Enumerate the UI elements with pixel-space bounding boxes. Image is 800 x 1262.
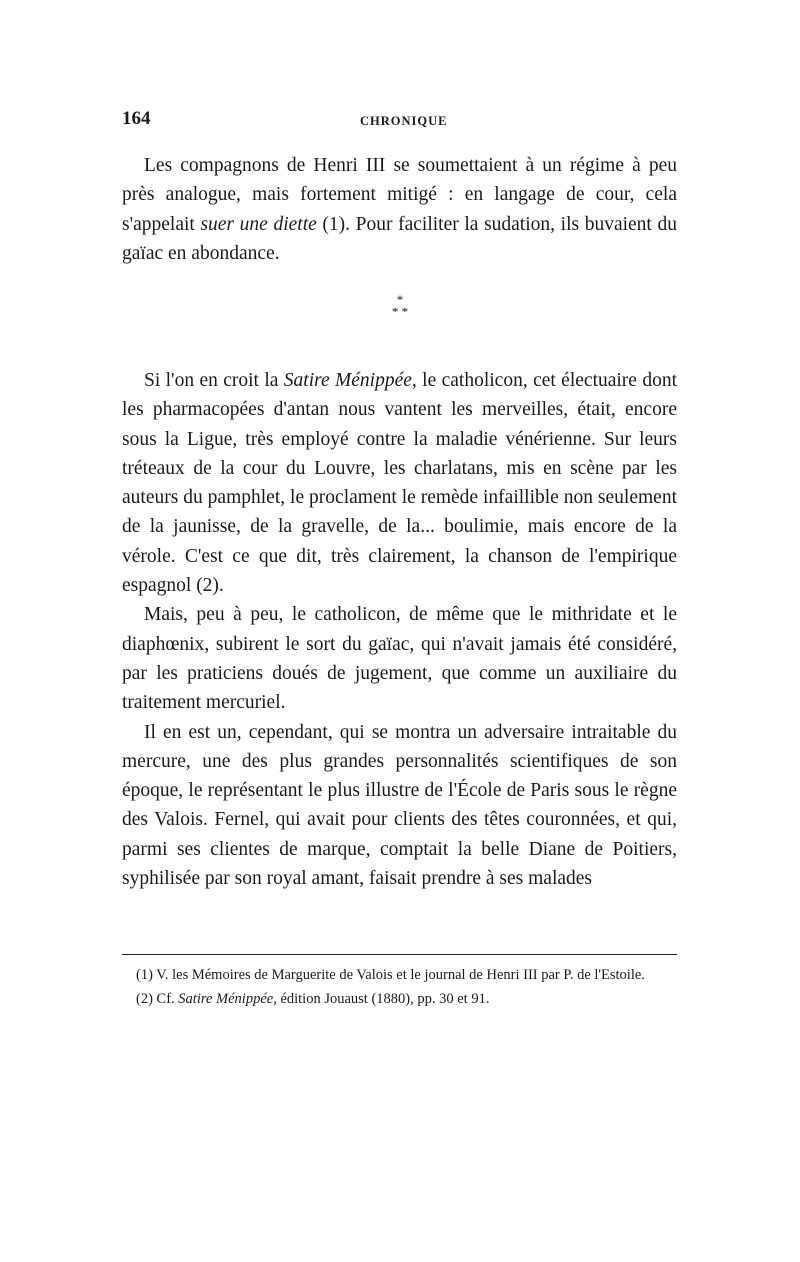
- footnote-2-text-b: , édition Jouaust (1880), pp. 30 et 91.: [273, 990, 490, 1007]
- footnote-divider: [122, 954, 677, 955]
- running-head: CHRONIQUE: [360, 114, 448, 128]
- paragraph-4: Il en est un, cependant, qui se montra un adversaire intraitable du mercure, une des plus grandes personnalités scientifiques de son époque, le représentant le plus illustre de l'École de Paris sous le règne des Valois. Fernel, qui avait pour clients des têtes couronnées, et qui, parmi ses clientes de marque, comptait la belle Diane de Poitiers, syphilisée par son royal amant, faisait prendre à ses malades: [122, 721, 677, 890]
- footnote-2-text-a: (2) Cf.: [136, 990, 179, 1007]
- body-section-1: [122, 151, 677, 268]
- paragraph-2: [122, 366, 677, 600]
- paragraph-1: [122, 151, 677, 268]
- page-number: 164: [122, 108, 151, 129]
- asterism-divider: [380, 294, 420, 334]
- footnote-1: (1) V. les Mémoires de Marguerite de Valois et le journal de Henri III par P. de l'Estoile.: [136, 967, 645, 983]
- asterism-bottom: * *: [391, 304, 409, 319]
- paragraph-3: Mais, peu à peu, le catholicon, de même que le mithridate et le diaphœnix, subirent le sort du gaïac, qui n'avait jamais été considéré, par les praticiens doués de jugement, que comme un auxiliaire du traitement mercuriel.: [122, 604, 677, 714]
- body-section-2: [122, 366, 677, 893]
- paragraph-2-italic: Satire Ménippée: [283, 370, 412, 391]
- footnote-2: [136, 990, 677, 1010]
- footnote-2-italic: Satire Ménippée: [178, 990, 274, 1007]
- paragraph-1-italic: suer une diette: [200, 213, 317, 235]
- page-header: [122, 108, 678, 138]
- paragraph-2-text-a: Si l'on en croit la: [144, 370, 284, 391]
- paragraph-2-text-b: , le catholicon, cet électuaire dont les pharmacopées d'antan nous vantent les merveilles, était, encore sous la Ligue, très employé contre la maladie vénérienne. Sur leurs tréteaux de la cour du Louvre, les charlatans, mis en scène par les auteurs du pamphlet, le proclament le remède infaillible non seulement de la jaunisse, de la gravelle, de la... boulimie, mais encore de la vérole. C'est ce que dit, très clairement, la chanson de l'empirique espagnol (2).: [122, 370, 677, 597]
- asterism-top: *: [396, 292, 404, 307]
- paragraph-1-text-a: Les compagnons de Henri III se soumettaient à un régime à peu près analogue, mais fortement mitigé : en langage de cour, cela s'appelait: [122, 155, 677, 235]
- footnotes: [136, 966, 677, 1009]
- paragraph-1-text-b: (1). Pour faciliter la sudation, ils buvaient du gaïac en abondance.: [122, 213, 677, 264]
